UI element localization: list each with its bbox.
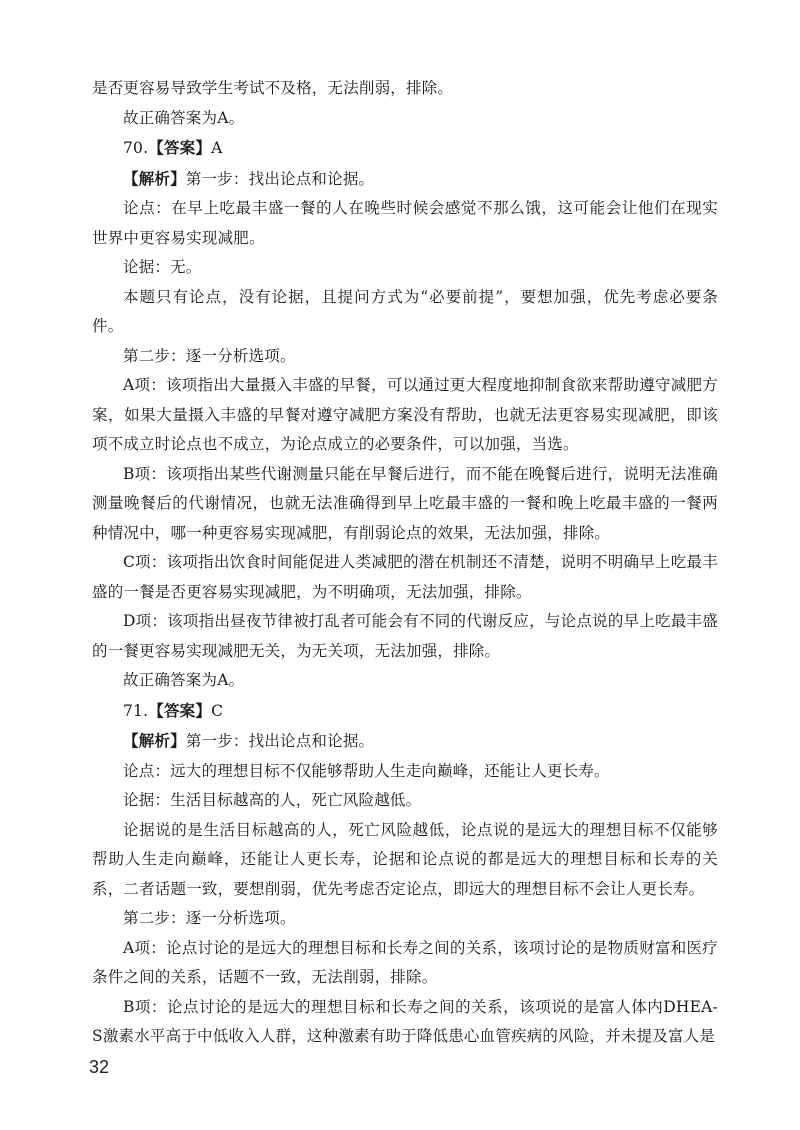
answer-label: 【答案】 bbox=[148, 138, 212, 157]
paragraph-19: A项：论点讨论的是远大的理想目标和长寿之间的关系，该项讨论的是物质财富和医疗条件之间的关系，话题不一致，无法削弱，排除。 bbox=[92, 938, 718, 986]
paragraph-9: B项：该项指出某些代谢测量只能在早餐后进行，而不能在晚餐后进行，说明无法准确测量晚餐后的代谢情况，也就无法准确得到早上吃最丰盛的一餐和晚上吃最丰盛的一餐两种情况中，哪一种更容易实现减肥，有削弱论点的效果，无法加强，排除。 bbox=[92, 464, 718, 542]
paragraph-5: 论据：无。 bbox=[123, 258, 202, 276]
paragraph-17: 论据说的是生活目标越高的人，死亡风险越低，论点说的是远大的理想目标不仅能够帮助人生走向巅峰，还能让人更长寿，论据和论点说的都是远大的理想目标和长寿的关系，二者话题一致，要想削弱，优先考虑否定论点，即远大的理想目标不会让人更长寿。 bbox=[92, 820, 718, 898]
analysis-71: 【解析】第一步：找出论点和论据。 bbox=[123, 731, 375, 750]
answer-71 bbox=[92, 696, 718, 727]
paragraph-8: A项：该项指出大量摄入丰盛的早餐，可以通过更大程度地抑制食欲来帮助遵守减肥方案，如果大量摄入丰盛的早餐对遵守减肥方案没有帮助，也就无法更容易实现减肥，即该项不成立时论点也不成立，为论点成立的必要条件，可以加强，当选。 bbox=[92, 376, 718, 453]
analysis-70: 【解析】第一步：找出论点和论据。 bbox=[123, 168, 375, 188]
answer-70 bbox=[92, 133, 718, 164]
answer-value: C bbox=[211, 701, 224, 720]
paragraph-12: 故正确答案为A。 bbox=[123, 671, 245, 689]
paragraph-4: 论点：在早上吃最丰盛一餐的人在晚些时候会感觉不那么饿，这可能会让他们在现实世界中更容易实现减肥。 bbox=[92, 199, 718, 247]
paragraph-0: 是否更容易导致学生考试不及格，无法削弱，排除。 bbox=[92, 79, 454, 97]
page-content bbox=[92, 74, 718, 1052]
answer-value: A bbox=[211, 139, 223, 157]
paragraph-1: 故正确答案为A。 bbox=[123, 108, 245, 127]
paragraph-16: 论据：生活目标越高的人，死亡风险越低。 bbox=[123, 791, 422, 809]
answer-label: 【答案】 bbox=[148, 700, 212, 720]
paragraph-7: 第二步：逐一分析选项。 bbox=[123, 346, 296, 365]
paragraph-10: C项：该项指出饮食时间能促进人类减肥的潜在机制还不清楚，说明不明确早上吃最丰盛的一餐是否更容易实现减肥，为不明确项，无法加强，排除。 bbox=[92, 553, 718, 601]
question-number: 71. bbox=[123, 701, 149, 720]
paragraph-18: 第二步：逐一分析选项。 bbox=[123, 909, 296, 927]
paragraph-6: 本题只有论点，没有论据，且提问方式为“必要前提”，要想加强，优先考虑必要条件。 bbox=[92, 287, 718, 335]
paragraph-15: 论点：远大的理想目标不仅能够帮助人生走向巅峰，还能让人更长寿。 bbox=[123, 761, 610, 780]
page-number: 32 bbox=[89, 1057, 110, 1077]
question-number: 70. bbox=[123, 139, 149, 157]
analysis-label: 【解析】 bbox=[123, 731, 186, 750]
paragraph-11: D项：该项指出昼夜节律被打乱者可能会有不同的代谢反应，与论点说的早上吃最丰盛的一餐更容易实现减肥无关，为无关项，无法加强，排除。 bbox=[92, 612, 718, 660]
analysis-label: 【解析】 bbox=[123, 168, 186, 188]
paragraph-20: B项：论点讨论的是远大的理想目标和长寿之间的关系，该项说的是富人体内DHEA-S激素水平高于中低收入人群，这种激素有助于降低患心血管疾病的风险，并未提及富人是 bbox=[92, 997, 718, 1045]
